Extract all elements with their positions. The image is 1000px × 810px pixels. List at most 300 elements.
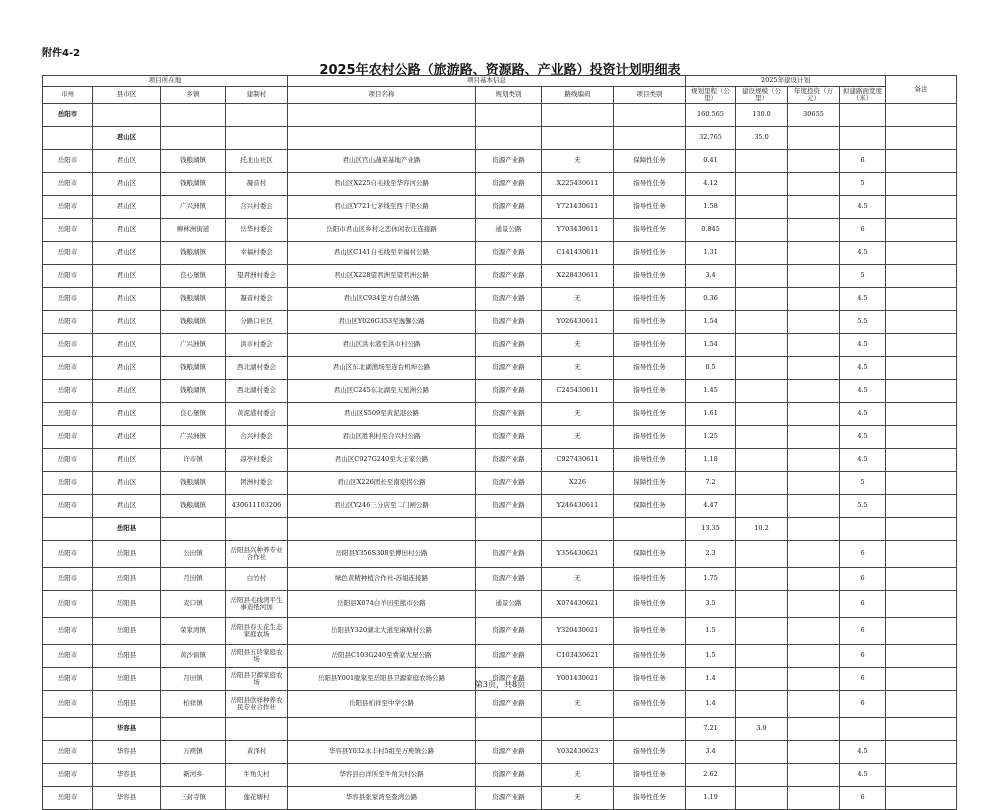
cell-township: 广兴洲镇 — [161, 426, 226, 449]
cell-remarks — [886, 591, 957, 618]
table-row — [43, 764, 957, 787]
header-project-category: 项目类别 — [614, 87, 686, 104]
cell-project-category: 指导性任务 — [614, 691, 686, 718]
cell-plan-type: 资源产业路 — [476, 311, 542, 334]
cell-county: 君山区 — [93, 265, 161, 288]
cell-annual-investment — [788, 691, 840, 718]
cell-route-code: 无 — [542, 334, 614, 357]
cell-remarks — [886, 787, 957, 810]
cell-planned-mileage: 3.4 — [686, 265, 736, 288]
cell-remarks — [886, 764, 957, 787]
cell-remarks — [886, 741, 957, 764]
cell-road-width — [840, 718, 886, 741]
cell-road-width: 6 — [840, 691, 886, 718]
table-row — [43, 150, 957, 173]
cell-project-name: 岳阳县柏祥至中学公路 — [288, 691, 476, 718]
cell-route-code: 无 — [542, 787, 614, 810]
cell-planned-mileage: 0.845 — [686, 219, 736, 242]
cell-planned-mileage: 0.36 — [686, 288, 736, 311]
cell-city — [43, 518, 93, 541]
cell-build-scale — [736, 691, 788, 718]
cell-township: 荣家湾镇 — [161, 618, 226, 645]
cell-township: 许市镇 — [161, 449, 226, 472]
cell-annual-investment — [788, 334, 840, 357]
cell-project-category: 保障性任务 — [614, 541, 686, 568]
cell-road-width: 6 — [840, 150, 886, 173]
cell-county: 岳阳县 — [93, 618, 161, 645]
cell-route-code: X225430611 — [542, 173, 614, 196]
cell-planned-mileage: 2.3 — [686, 541, 736, 568]
cell-township: 钱粮湖镇 — [161, 495, 226, 518]
cell-road-width: 4.5 — [840, 741, 886, 764]
header-village: 建制村 — [226, 87, 288, 104]
cell-annual-investment — [788, 568, 840, 591]
header-county: 县市区 — [93, 87, 161, 104]
cell-plan-type: 通景公路 — [476, 219, 542, 242]
cell-road-width: 6 — [840, 618, 886, 645]
cell-planned-mileage: 1.75 — [686, 568, 736, 591]
cell-annual-investment — [788, 173, 840, 196]
cell-route-code: Y026430611 — [542, 311, 614, 334]
cell-city: 岳阳市 — [43, 196, 93, 219]
cell-city: 岳阳市 — [43, 357, 93, 380]
cell-township — [161, 104, 226, 127]
cell-project-name: 君山区Y721七茅线至西干渠公路 — [288, 196, 476, 219]
cell-project-name: 君山区C934至方台湖公路 — [288, 288, 476, 311]
cell-township: 麦口镇 — [161, 591, 226, 618]
header-build-scale: 建设规模（公里） — [736, 87, 788, 104]
cell-village: 岳阳县卫源家庭农场 — [226, 668, 288, 691]
cell-township: 钱粮湖镇 — [161, 173, 226, 196]
cell-project-category: 指导性任务 — [614, 357, 686, 380]
cell-annual-investment — [788, 219, 840, 242]
cell-build-scale — [736, 568, 788, 591]
table-row — [43, 426, 957, 449]
cell-county: 君山区 — [93, 288, 161, 311]
cell-road-width: 6 — [840, 591, 886, 618]
cell-village: 黄泥港村委会 — [226, 403, 288, 426]
cell-planned-mileage: 0.5 — [686, 357, 736, 380]
table-row — [43, 645, 957, 668]
cell-village — [226, 104, 288, 127]
cell-village: 合兴村委会 — [226, 426, 288, 449]
cell-project-category: 指导性任务 — [614, 288, 686, 311]
cell-road-width: 5.5 — [840, 311, 886, 334]
cell-county — [93, 104, 161, 127]
cell-route-code — [542, 104, 614, 127]
cell-county: 君山区 — [93, 127, 161, 150]
cell-project-name: 岳阳市君山区乡村之恋休闲农庄连接路 — [288, 219, 476, 242]
cell-road-width: 4.5 — [840, 380, 886, 403]
header-city: 市州 — [43, 87, 93, 104]
cell-county: 君山区 — [93, 357, 161, 380]
cell-project-category — [614, 718, 686, 741]
table-row — [43, 242, 957, 265]
cell-route-code: Y001430621 — [542, 668, 614, 691]
table-row — [43, 472, 957, 495]
cell-build-scale — [736, 242, 788, 265]
cell-township — [161, 718, 226, 741]
cell-road-width: 6 — [840, 541, 886, 568]
cell-project-name: 君山区C927G240至大王家公路 — [288, 449, 476, 472]
cell-annual-investment — [788, 787, 840, 810]
cell-village — [226, 127, 288, 150]
cell-remarks — [886, 173, 957, 196]
cell-city: 岳阳市 — [43, 150, 93, 173]
cell-route-code: 无 — [542, 426, 614, 449]
cell-project-name: 君山区S509至黄泥港公路 — [288, 403, 476, 426]
cell-village: 凝音村 — [226, 173, 288, 196]
cell-annual-investment — [788, 242, 840, 265]
cell-road-width: 4.5 — [840, 449, 886, 472]
cell-county: 岳阳县 — [93, 591, 161, 618]
cell-build-scale — [736, 741, 788, 764]
cell-village: 幸福村委会 — [226, 242, 288, 265]
cell-project-name: 岳阳县Y356S308至傅田村公路 — [288, 541, 476, 568]
cell-road-width: 6 — [840, 787, 886, 810]
cell-route-code: 无 — [542, 357, 614, 380]
cell-road-width: 5.5 — [840, 495, 886, 518]
cell-annual-investment — [788, 196, 840, 219]
cell-county: 岳阳县 — [93, 691, 161, 718]
cell-planned-mileage: 7.2 — [686, 472, 736, 495]
page-title: 2025年农村公路（旅游路、资源路、产业路）投资计划明细表 — [319, 63, 681, 78]
cell-route-code: C141430611 — [542, 242, 614, 265]
cell-build-scale — [736, 380, 788, 403]
cell-remarks — [886, 449, 957, 472]
cell-plan-type: 资源产业路 — [476, 568, 542, 591]
cell-remarks — [886, 265, 957, 288]
header-township: 乡镇 — [161, 87, 226, 104]
table-row — [43, 568, 957, 591]
cell-county: 君山区 — [93, 495, 161, 518]
cell-county: 君山区 — [93, 403, 161, 426]
cell-city: 岳阳市 — [43, 288, 93, 311]
table-row — [43, 265, 957, 288]
cell-route-code: Y246430611 — [542, 495, 614, 518]
cell-planned-mileage: 1.5 — [686, 618, 736, 645]
cell-remarks — [886, 568, 957, 591]
group-header-plan: 2025年建设计划 — [686, 76, 886, 87]
cell-route-code: 无 — [542, 691, 614, 718]
cell-city: 岳阳市 — [43, 472, 93, 495]
cell-route-code: X226 — [542, 472, 614, 495]
cell-project-name — [288, 127, 476, 150]
table-row — [43, 311, 957, 334]
cell-build-scale: 35.0 — [736, 127, 788, 150]
cell-route-code: 无 — [542, 568, 614, 591]
cell-city — [43, 127, 93, 150]
cell-road-width — [840, 127, 886, 150]
cell-county: 岳阳县 — [93, 668, 161, 691]
cell-plan-type — [476, 718, 542, 741]
cell-remarks — [886, 645, 957, 668]
cell-annual-investment — [788, 288, 840, 311]
page-footer: 第3页，共8页 — [474, 680, 526, 689]
cell-annual-investment — [788, 518, 840, 541]
cell-route-code — [542, 718, 614, 741]
cell-remarks — [886, 380, 957, 403]
cell-road-width: 4.5 — [840, 242, 886, 265]
cell-city: 岳阳市 — [43, 691, 93, 718]
cell-city: 岳阳市 — [43, 495, 93, 518]
cell-village: 团洲村委会 — [226, 472, 288, 495]
cell-remarks — [886, 104, 957, 127]
cell-planned-mileage: 3.5 — [686, 591, 736, 618]
cell-project-category: 指导性任务 — [614, 265, 686, 288]
cell-plan-type: 资源产业路 — [476, 334, 542, 357]
cell-township: 新河乡 — [161, 764, 226, 787]
cell-village: 岳华村委会 — [226, 219, 288, 242]
cell-project-category: 指导性任务 — [614, 787, 686, 810]
cell-city: 岳阳市 — [43, 265, 93, 288]
table-row — [43, 691, 957, 718]
group-header-row — [43, 76, 957, 87]
table-row — [43, 334, 957, 357]
cell-city: 岳阳市 — [43, 541, 93, 568]
cell-village: 岳阳县五玲家庭农场 — [226, 645, 288, 668]
cell-route-code: Y320430621 — [542, 618, 614, 645]
cell-project-name — [288, 104, 476, 127]
cell-route-code: C245430611 — [542, 380, 614, 403]
table-row — [43, 357, 957, 380]
cell-project-category: 指导性任务 — [614, 449, 686, 472]
cell-village: 凝音村委会 — [226, 288, 288, 311]
cell-remarks — [886, 357, 957, 380]
cell-route-code: C927430611 — [542, 449, 614, 472]
cell-project-category: 指导性任务 — [614, 334, 686, 357]
cell-build-scale: 10.2 — [736, 518, 788, 541]
cell-plan-type: 资源产业路 — [476, 403, 542, 426]
cell-remarks — [886, 426, 957, 449]
investment-table — [42, 75, 957, 810]
cell-planned-mileage: 1.45 — [686, 380, 736, 403]
cell-city: 岳阳市 — [43, 426, 93, 449]
cell-build-scale — [736, 265, 788, 288]
attachment-label: 附件4-2 — [42, 48, 81, 59]
cell-village — [226, 518, 288, 541]
cell-village: 岳阳县兴种养专业合作社 — [226, 541, 288, 568]
cell-county: 君山区 — [93, 150, 161, 173]
cell-remarks — [886, 311, 957, 334]
cell-project-category: 指导性任务 — [614, 426, 686, 449]
cell-road-width — [840, 104, 886, 127]
cell-planned-mileage: 4.12 — [686, 173, 736, 196]
cell-plan-type: 资源产业路 — [476, 357, 542, 380]
cell-village: 洪市村委会 — [226, 334, 288, 357]
cell-project-category: 指导性任务 — [614, 311, 686, 334]
cell-planned-mileage: 1.25 — [686, 426, 736, 449]
cell-county: 君山区 — [93, 173, 161, 196]
cell-project-name — [288, 718, 476, 741]
cell-build-scale — [736, 495, 788, 518]
cell-planned-mileage: 1.54 — [686, 311, 736, 334]
cell-road-width: 4.5 — [840, 357, 886, 380]
cell-plan-type: 资源产业路 — [476, 645, 542, 668]
cell-plan-type: 资源产业路 — [476, 691, 542, 718]
cell-county: 岳阳县 — [93, 645, 161, 668]
cell-route-code: Y703430611 — [542, 219, 614, 242]
cell-annual-investment — [788, 741, 840, 764]
cell-township: 良心堡镇 — [161, 265, 226, 288]
table-row — [43, 741, 957, 764]
cell-city: 岳阳市 — [43, 173, 93, 196]
cell-plan-type: 资源产业路 — [476, 426, 542, 449]
cell-township: 柳林洲街道 — [161, 219, 226, 242]
cell-route-code: C103430621 — [542, 645, 614, 668]
cell-plan-type: 资源产业路 — [476, 472, 542, 495]
cell-build-scale — [736, 426, 788, 449]
cell-city: 岳阳市 — [43, 219, 93, 242]
cell-remarks — [886, 495, 957, 518]
cell-project-category: 指导性任务 — [614, 380, 686, 403]
cell-build-scale — [736, 787, 788, 810]
cell-county: 君山区 — [93, 242, 161, 265]
cell-project-category — [614, 104, 686, 127]
column-header-row — [43, 87, 957, 104]
cell-remarks — [886, 150, 957, 173]
cell-route-code: 无 — [542, 764, 614, 787]
cell-project-name — [288, 518, 476, 541]
cell-road-width: 4.5 — [840, 196, 886, 219]
cell-township: 钱粮湖镇 — [161, 472, 226, 495]
cell-planned-mileage: 13.35 — [686, 518, 736, 541]
cell-annual-investment — [788, 449, 840, 472]
cell-project-category: 指导性任务 — [614, 591, 686, 618]
table-row — [43, 618, 957, 645]
header-remarks: 备注 — [886, 76, 957, 104]
cell-remarks — [886, 288, 957, 311]
cell-planned-mileage: 4.47 — [686, 495, 736, 518]
cell-township: 黄沙街镇 — [161, 645, 226, 668]
cell-road-width: 5 — [840, 472, 886, 495]
cell-township: 钱粮湖镇 — [161, 242, 226, 265]
cell-project-name: 岳阳县Y001脱家至岳阳县卫源家庭农场公路 — [288, 668, 476, 691]
cell-county: 华容县 — [93, 764, 161, 787]
cell-county: 华容县 — [93, 787, 161, 810]
cell-village: 西北湖村委会 — [226, 380, 288, 403]
cell-build-scale — [736, 311, 788, 334]
cell-project-name: 华容县白洋所至牛角尖村公路 — [288, 764, 476, 787]
cell-township: 良心堡镇 — [161, 403, 226, 426]
cell-plan-type: 资源产业路 — [476, 764, 542, 787]
cell-plan-type: 资源产业路 — [476, 449, 542, 472]
cell-road-width: 4.5 — [840, 403, 886, 426]
cell-county: 君山区 — [93, 311, 161, 334]
table-row — [43, 173, 957, 196]
cell-planned-mileage: 1.31 — [686, 242, 736, 265]
cell-project-category: 保障性任务 — [614, 472, 686, 495]
cell-township: 钱粮湖镇 — [161, 150, 226, 173]
cell-annual-investment — [788, 718, 840, 741]
cell-plan-type: 资源产业路 — [476, 288, 542, 311]
table-row — [43, 380, 957, 403]
cell-remarks — [886, 691, 957, 718]
cell-project-category: 指导性任务 — [614, 403, 686, 426]
cell-build-scale — [736, 334, 788, 357]
subtotal-row — [43, 127, 957, 150]
cell-build-scale — [736, 403, 788, 426]
cell-project-category: 指导性任务 — [614, 219, 686, 242]
cell-remarks — [886, 127, 957, 150]
cell-city: 岳阳市 — [43, 568, 93, 591]
cell-build-scale — [736, 288, 788, 311]
cell-road-width: 4.5 — [840, 764, 886, 787]
cell-planned-mileage: 1.54 — [686, 334, 736, 357]
cell-road-width: 6 — [840, 219, 886, 242]
cell-township: 广兴洲镇 — [161, 334, 226, 357]
cell-project-category — [614, 127, 686, 150]
cell-remarks — [886, 618, 957, 645]
cell-township: 钱粮湖镇 — [161, 380, 226, 403]
cell-road-width: 6 — [840, 668, 886, 691]
cell-project-name: 岳阳县X074白羊田至熊市公路 — [288, 591, 476, 618]
cell-route-code: Y356430621 — [542, 541, 614, 568]
cell-project-category: 保障性任务 — [614, 150, 686, 173]
cell-county: 君山区 — [93, 472, 161, 495]
cell-city: 岳阳市 — [43, 104, 93, 127]
cell-city: 岳阳市 — [43, 380, 93, 403]
cell-build-scale — [736, 357, 788, 380]
cell-project-name: 君山区X226团长至南堤拐公路 — [288, 472, 476, 495]
cell-county: 君山区 — [93, 196, 161, 219]
cell-route-code: X074430621 — [542, 591, 614, 618]
cell-project-name: 君山区官山蔬菜基地产业路 — [288, 150, 476, 173]
cell-plan-type: 资源产业路 — [476, 242, 542, 265]
cell-annual-investment — [788, 403, 840, 426]
cell-planned-mileage: 1.18 — [686, 449, 736, 472]
cell-remarks — [886, 196, 957, 219]
cell-build-scale — [736, 150, 788, 173]
cell-city: 岳阳市 — [43, 311, 93, 334]
cell-city: 岳阳市 — [43, 668, 93, 691]
cell-township: 公田镇 — [161, 541, 226, 568]
cell-project-name: 君山区Y026G353至逸馨公路 — [288, 311, 476, 334]
cell-plan-type: 资源产业路 — [476, 173, 542, 196]
cell-project-category: 指导性任务 — [614, 618, 686, 645]
cell-project-name: 君山区X225自毛线至华容河公路 — [288, 173, 476, 196]
cell-county: 君山区 — [93, 449, 161, 472]
header-planned-mileage: 规划里程（公里） — [686, 87, 736, 104]
cell-village: 分路口社区 — [226, 311, 288, 334]
cell-remarks — [886, 334, 957, 357]
cell-village: 凉亭村委会 — [226, 449, 288, 472]
cell-township — [161, 518, 226, 541]
cell-build-scale: 3.9 — [736, 718, 788, 741]
cell-road-width — [840, 518, 886, 541]
cell-project-category: 指导性任务 — [614, 568, 686, 591]
cell-build-scale — [736, 591, 788, 618]
subtotal-row — [43, 718, 957, 741]
cell-planned-mileage: 1.4 — [686, 691, 736, 718]
cell-city: 岳阳市 — [43, 591, 93, 618]
cell-county: 君山区 — [93, 219, 161, 242]
table-row — [43, 219, 957, 242]
table-row — [43, 196, 957, 219]
cell-project-name: 君山区洪水港至洪市村公路 — [288, 334, 476, 357]
cell-planned-mileage: 1.4 — [686, 668, 736, 691]
cell-annual-investment — [788, 541, 840, 568]
cell-township — [161, 127, 226, 150]
cell-build-scale — [736, 173, 788, 196]
cell-planned-mileage: 0.41 — [686, 150, 736, 173]
header-annual-investment: 年度投资（万元） — [788, 87, 840, 104]
table-row — [43, 787, 957, 810]
cell-project-category: 指导性任务 — [614, 668, 686, 691]
cell-township: 钱粮湖镇 — [161, 357, 226, 380]
group-header-location: 项目所在地 — [43, 76, 288, 87]
cell-plan-type: 资源产业路 — [476, 618, 542, 645]
